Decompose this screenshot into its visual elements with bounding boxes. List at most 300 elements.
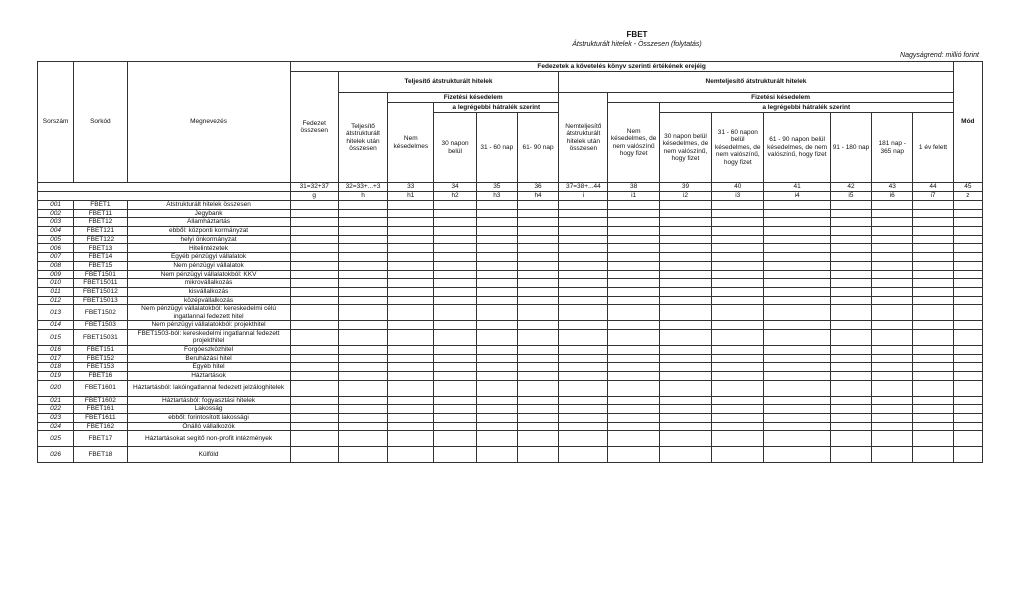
value-cell[interactable] xyxy=(913,201,953,210)
value-cell[interactable] xyxy=(434,396,476,405)
value-cell[interactable] xyxy=(434,261,476,270)
value-cell[interactable] xyxy=(559,227,608,236)
value-cell[interactable] xyxy=(953,253,982,262)
value-cell[interactable] xyxy=(872,270,913,279)
value-cell[interactable] xyxy=(476,405,517,414)
value-cell[interactable] xyxy=(764,414,830,423)
value-cell[interactable] xyxy=(517,227,558,236)
value-cell[interactable] xyxy=(388,201,434,210)
value-cell[interactable] xyxy=(388,218,434,227)
value-cell[interactable] xyxy=(476,261,517,270)
value-cell[interactable] xyxy=(517,209,558,218)
value-cell[interactable] xyxy=(338,305,387,321)
value-cell[interactable] xyxy=(559,261,608,270)
value-cell[interactable] xyxy=(830,354,871,363)
value-cell[interactable] xyxy=(608,345,659,354)
value-cell[interactable] xyxy=(764,244,830,253)
value-cell[interactable] xyxy=(953,396,982,405)
value-cell[interactable] xyxy=(872,321,913,330)
value-cell[interactable] xyxy=(608,431,659,447)
value-cell[interactable] xyxy=(290,396,338,405)
value-cell[interactable] xyxy=(872,296,913,305)
value-cell[interactable] xyxy=(913,244,953,253)
value-cell[interactable] xyxy=(953,354,982,363)
value-cell[interactable] xyxy=(608,218,659,227)
value-cell[interactable] xyxy=(712,405,764,414)
value-cell[interactable] xyxy=(608,235,659,244)
value-cell[interactable] xyxy=(913,354,953,363)
value-cell[interactable] xyxy=(712,396,764,405)
value-cell[interactable] xyxy=(338,372,387,381)
value-cell[interactable] xyxy=(608,279,659,288)
value-cell[interactable] xyxy=(290,405,338,414)
value-cell[interactable] xyxy=(517,235,558,244)
value-cell[interactable] xyxy=(712,201,764,210)
value-cell[interactable] xyxy=(913,209,953,218)
value-cell[interactable] xyxy=(559,305,608,321)
value-cell[interactable] xyxy=(608,354,659,363)
value-cell[interactable] xyxy=(764,380,830,396)
value-cell[interactable] xyxy=(338,447,387,463)
value-cell[interactable] xyxy=(764,209,830,218)
value-cell[interactable] xyxy=(659,270,711,279)
value-cell[interactable] xyxy=(913,270,953,279)
value-cell[interactable] xyxy=(953,405,982,414)
value-cell[interactable] xyxy=(712,372,764,381)
value-cell[interactable] xyxy=(953,235,982,244)
value-cell[interactable] xyxy=(913,372,953,381)
value-cell[interactable] xyxy=(517,261,558,270)
value-cell[interactable] xyxy=(290,279,338,288)
value-cell[interactable] xyxy=(712,345,764,354)
value-cell[interactable] xyxy=(659,380,711,396)
value-cell[interactable] xyxy=(338,261,387,270)
value-cell[interactable] xyxy=(517,329,558,345)
value-cell[interactable] xyxy=(913,321,953,330)
value-cell[interactable] xyxy=(953,296,982,305)
value-cell[interactable] xyxy=(712,279,764,288)
value-cell[interactable] xyxy=(388,253,434,262)
value-cell[interactable] xyxy=(290,305,338,321)
value-cell[interactable] xyxy=(712,329,764,345)
value-cell[interactable] xyxy=(659,253,711,262)
value-cell[interactable] xyxy=(517,321,558,330)
value-cell[interactable] xyxy=(764,321,830,330)
value-cell[interactable] xyxy=(764,296,830,305)
value-cell[interactable] xyxy=(830,321,871,330)
value-cell[interactable] xyxy=(388,447,434,463)
value-cell[interactable] xyxy=(517,345,558,354)
value-cell[interactable] xyxy=(476,218,517,227)
value-cell[interactable] xyxy=(659,422,711,431)
value-cell[interactable] xyxy=(559,372,608,381)
value-cell[interactable] xyxy=(476,244,517,253)
value-cell[interactable] xyxy=(290,270,338,279)
value-cell[interactable] xyxy=(290,431,338,447)
value-cell[interactable] xyxy=(872,414,913,423)
value-cell[interactable] xyxy=(953,244,982,253)
value-cell[interactable] xyxy=(559,431,608,447)
value-cell[interactable] xyxy=(764,305,830,321)
value-cell[interactable] xyxy=(559,345,608,354)
value-cell[interactable] xyxy=(764,329,830,345)
value-cell[interactable] xyxy=(476,396,517,405)
value-cell[interactable] xyxy=(608,201,659,210)
value-cell[interactable] xyxy=(290,235,338,244)
value-cell[interactable] xyxy=(388,279,434,288)
value-cell[interactable] xyxy=(913,218,953,227)
value-cell[interactable] xyxy=(517,372,558,381)
value-cell[interactable] xyxy=(830,447,871,463)
value-cell[interactable] xyxy=(913,329,953,345)
value-cell[interactable] xyxy=(764,235,830,244)
value-cell[interactable] xyxy=(476,329,517,345)
value-cell[interactable] xyxy=(476,422,517,431)
value-cell[interactable] xyxy=(434,270,476,279)
value-cell[interactable] xyxy=(659,354,711,363)
value-cell[interactable] xyxy=(434,414,476,423)
value-cell[interactable] xyxy=(659,227,711,236)
value-cell[interactable] xyxy=(830,209,871,218)
value-cell[interactable] xyxy=(338,287,387,296)
value-cell[interactable] xyxy=(434,287,476,296)
value-cell[interactable] xyxy=(953,218,982,227)
value-cell[interactable] xyxy=(953,321,982,330)
value-cell[interactable] xyxy=(608,305,659,321)
value-cell[interactable] xyxy=(712,235,764,244)
value-cell[interactable] xyxy=(476,305,517,321)
value-cell[interactable] xyxy=(913,287,953,296)
value-cell[interactable] xyxy=(764,405,830,414)
value-cell[interactable] xyxy=(830,253,871,262)
value-cell[interactable] xyxy=(953,270,982,279)
value-cell[interactable] xyxy=(953,279,982,288)
value-cell[interactable] xyxy=(712,431,764,447)
value-cell[interactable] xyxy=(290,209,338,218)
value-cell[interactable] xyxy=(559,218,608,227)
value-cell[interactable] xyxy=(434,201,476,210)
value-cell[interactable] xyxy=(434,235,476,244)
value-cell[interactable] xyxy=(712,305,764,321)
value-cell[interactable] xyxy=(953,414,982,423)
value-cell[interactable] xyxy=(388,431,434,447)
value-cell[interactable] xyxy=(830,296,871,305)
value-cell[interactable] xyxy=(953,287,982,296)
value-cell[interactable] xyxy=(338,227,387,236)
value-cell[interactable] xyxy=(559,201,608,210)
value-cell[interactable] xyxy=(659,321,711,330)
value-cell[interactable] xyxy=(913,414,953,423)
value-cell[interactable] xyxy=(434,380,476,396)
value-cell[interactable] xyxy=(913,345,953,354)
value-cell[interactable] xyxy=(830,279,871,288)
value-cell[interactable] xyxy=(764,345,830,354)
value-cell[interactable] xyxy=(476,235,517,244)
value-cell[interactable] xyxy=(830,396,871,405)
value-cell[interactable] xyxy=(608,447,659,463)
value-cell[interactable] xyxy=(830,261,871,270)
value-cell[interactable] xyxy=(388,372,434,381)
value-cell[interactable] xyxy=(608,209,659,218)
value-cell[interactable] xyxy=(434,244,476,253)
value-cell[interactable] xyxy=(913,296,953,305)
value-cell[interactable] xyxy=(434,329,476,345)
value-cell[interactable] xyxy=(764,372,830,381)
value-cell[interactable] xyxy=(517,396,558,405)
value-cell[interactable] xyxy=(434,279,476,288)
value-cell[interactable] xyxy=(872,405,913,414)
value-cell[interactable] xyxy=(608,422,659,431)
value-cell[interactable] xyxy=(712,287,764,296)
value-cell[interactable] xyxy=(434,321,476,330)
value-cell[interactable] xyxy=(338,422,387,431)
value-cell[interactable] xyxy=(659,345,711,354)
value-cell[interactable] xyxy=(659,235,711,244)
value-cell[interactable] xyxy=(913,380,953,396)
value-cell[interactable] xyxy=(434,305,476,321)
value-cell[interactable] xyxy=(517,253,558,262)
value-cell[interactable] xyxy=(388,414,434,423)
value-cell[interactable] xyxy=(712,321,764,330)
value-cell[interactable] xyxy=(764,253,830,262)
value-cell[interactable] xyxy=(476,253,517,262)
value-cell[interactable] xyxy=(953,305,982,321)
value-cell[interactable] xyxy=(764,227,830,236)
value-cell[interactable] xyxy=(764,354,830,363)
value-cell[interactable] xyxy=(388,244,434,253)
value-cell[interactable] xyxy=(659,305,711,321)
value-cell[interactable] xyxy=(434,345,476,354)
value-cell[interactable] xyxy=(872,363,913,372)
value-cell[interactable] xyxy=(913,253,953,262)
value-cell[interactable] xyxy=(517,431,558,447)
value-cell[interactable] xyxy=(872,329,913,345)
value-cell[interactable] xyxy=(764,363,830,372)
value-cell[interactable] xyxy=(290,329,338,345)
value-cell[interactable] xyxy=(659,405,711,414)
value-cell[interactable] xyxy=(953,329,982,345)
value-cell[interactable] xyxy=(338,209,387,218)
value-cell[interactable] xyxy=(830,235,871,244)
value-cell[interactable] xyxy=(953,209,982,218)
value-cell[interactable] xyxy=(476,354,517,363)
value-cell[interactable] xyxy=(476,345,517,354)
value-cell[interactable] xyxy=(830,380,871,396)
value-cell[interactable] xyxy=(338,244,387,253)
value-cell[interactable] xyxy=(559,235,608,244)
value-cell[interactable] xyxy=(872,345,913,354)
value-cell[interactable] xyxy=(559,354,608,363)
value-cell[interactable] xyxy=(290,422,338,431)
value-cell[interactable] xyxy=(517,201,558,210)
value-cell[interactable] xyxy=(559,414,608,423)
value-cell[interactable] xyxy=(388,227,434,236)
value-cell[interactable] xyxy=(517,363,558,372)
value-cell[interactable] xyxy=(712,209,764,218)
value-cell[interactable] xyxy=(712,253,764,262)
value-cell[interactable] xyxy=(517,405,558,414)
value-cell[interactable] xyxy=(608,372,659,381)
value-cell[interactable] xyxy=(830,218,871,227)
value-cell[interactable] xyxy=(290,218,338,227)
value-cell[interactable] xyxy=(559,321,608,330)
value-cell[interactable] xyxy=(476,431,517,447)
value-cell[interactable] xyxy=(608,253,659,262)
value-cell[interactable] xyxy=(830,405,871,414)
value-cell[interactable] xyxy=(476,287,517,296)
value-cell[interactable] xyxy=(290,447,338,463)
value-cell[interactable] xyxy=(388,405,434,414)
value-cell[interactable] xyxy=(338,235,387,244)
value-cell[interactable] xyxy=(434,227,476,236)
value-cell[interactable] xyxy=(608,321,659,330)
value-cell[interactable] xyxy=(913,305,953,321)
value-cell[interactable] xyxy=(434,372,476,381)
value-cell[interactable] xyxy=(913,431,953,447)
value-cell[interactable] xyxy=(872,354,913,363)
value-cell[interactable] xyxy=(953,380,982,396)
value-cell[interactable] xyxy=(872,227,913,236)
value-cell[interactable] xyxy=(338,329,387,345)
value-cell[interactable] xyxy=(872,218,913,227)
value-cell[interactable] xyxy=(476,279,517,288)
value-cell[interactable] xyxy=(476,447,517,463)
value-cell[interactable] xyxy=(388,235,434,244)
value-cell[interactable] xyxy=(388,422,434,431)
value-cell[interactable] xyxy=(517,354,558,363)
value-cell[interactable] xyxy=(290,414,338,423)
value-cell[interactable] xyxy=(559,296,608,305)
value-cell[interactable] xyxy=(830,414,871,423)
value-cell[interactable] xyxy=(338,396,387,405)
value-cell[interactable] xyxy=(659,279,711,288)
value-cell[interactable] xyxy=(659,372,711,381)
value-cell[interactable] xyxy=(830,431,871,447)
value-cell[interactable] xyxy=(559,422,608,431)
value-cell[interactable] xyxy=(476,414,517,423)
value-cell[interactable] xyxy=(872,422,913,431)
value-cell[interactable] xyxy=(830,270,871,279)
value-cell[interactable] xyxy=(913,405,953,414)
value-cell[interactable] xyxy=(830,372,871,381)
value-cell[interactable] xyxy=(608,270,659,279)
value-cell[interactable] xyxy=(290,363,338,372)
value-cell[interactable] xyxy=(290,201,338,210)
value-cell[interactable] xyxy=(559,279,608,288)
value-cell[interactable] xyxy=(388,345,434,354)
value-cell[interactable] xyxy=(712,363,764,372)
value-cell[interactable] xyxy=(872,261,913,270)
value-cell[interactable] xyxy=(953,431,982,447)
value-cell[interactable] xyxy=(559,380,608,396)
value-cell[interactable] xyxy=(712,296,764,305)
value-cell[interactable] xyxy=(913,447,953,463)
value-cell[interactable] xyxy=(338,218,387,227)
value-cell[interactable] xyxy=(388,209,434,218)
value-cell[interactable] xyxy=(872,244,913,253)
value-cell[interactable] xyxy=(388,354,434,363)
value-cell[interactable] xyxy=(559,244,608,253)
value-cell[interactable] xyxy=(712,380,764,396)
value-cell[interactable] xyxy=(953,422,982,431)
value-cell[interactable] xyxy=(659,261,711,270)
value-cell[interactable] xyxy=(608,405,659,414)
value-cell[interactable] xyxy=(608,329,659,345)
value-cell[interactable] xyxy=(476,270,517,279)
value-cell[interactable] xyxy=(290,321,338,330)
value-cell[interactable] xyxy=(290,227,338,236)
value-cell[interactable] xyxy=(338,321,387,330)
value-cell[interactable] xyxy=(913,235,953,244)
value-cell[interactable] xyxy=(559,405,608,414)
value-cell[interactable] xyxy=(434,447,476,463)
value-cell[interactable] xyxy=(608,244,659,253)
value-cell[interactable] xyxy=(953,372,982,381)
value-cell[interactable] xyxy=(338,380,387,396)
value-cell[interactable] xyxy=(338,363,387,372)
value-cell[interactable] xyxy=(712,227,764,236)
value-cell[interactable] xyxy=(388,261,434,270)
value-cell[interactable] xyxy=(559,270,608,279)
value-cell[interactable] xyxy=(338,405,387,414)
value-cell[interactable] xyxy=(830,227,871,236)
value-cell[interactable] xyxy=(608,396,659,405)
value-cell[interactable] xyxy=(764,447,830,463)
value-cell[interactable] xyxy=(872,372,913,381)
value-cell[interactable] xyxy=(872,279,913,288)
value-cell[interactable] xyxy=(476,227,517,236)
value-cell[interactable] xyxy=(338,345,387,354)
value-cell[interactable] xyxy=(953,345,982,354)
value-cell[interactable] xyxy=(434,354,476,363)
value-cell[interactable] xyxy=(290,253,338,262)
value-cell[interactable] xyxy=(659,218,711,227)
value-cell[interactable] xyxy=(338,279,387,288)
value-cell[interactable] xyxy=(517,218,558,227)
value-cell[interactable] xyxy=(872,209,913,218)
value-cell[interactable] xyxy=(338,354,387,363)
value-cell[interactable] xyxy=(434,209,476,218)
value-cell[interactable] xyxy=(290,261,338,270)
value-cell[interactable] xyxy=(434,253,476,262)
value-cell[interactable] xyxy=(764,396,830,405)
value-cell[interactable] xyxy=(764,431,830,447)
value-cell[interactable] xyxy=(830,244,871,253)
value-cell[interactable] xyxy=(913,363,953,372)
value-cell[interactable] xyxy=(388,380,434,396)
value-cell[interactable] xyxy=(434,405,476,414)
value-cell[interactable] xyxy=(764,201,830,210)
value-cell[interactable] xyxy=(659,296,711,305)
value-cell[interactable] xyxy=(953,447,982,463)
value-cell[interactable] xyxy=(830,345,871,354)
value-cell[interactable] xyxy=(764,422,830,431)
value-cell[interactable] xyxy=(872,235,913,244)
value-cell[interactable] xyxy=(830,422,871,431)
value-cell[interactable] xyxy=(712,244,764,253)
value-cell[interactable] xyxy=(517,422,558,431)
value-cell[interactable] xyxy=(872,305,913,321)
value-cell[interactable] xyxy=(434,296,476,305)
value-cell[interactable] xyxy=(712,422,764,431)
value-cell[interactable] xyxy=(517,447,558,463)
value-cell[interactable] xyxy=(517,305,558,321)
value-cell[interactable] xyxy=(338,253,387,262)
value-cell[interactable] xyxy=(659,287,711,296)
value-cell[interactable] xyxy=(608,287,659,296)
value-cell[interactable] xyxy=(659,431,711,447)
value-cell[interactable] xyxy=(659,201,711,210)
